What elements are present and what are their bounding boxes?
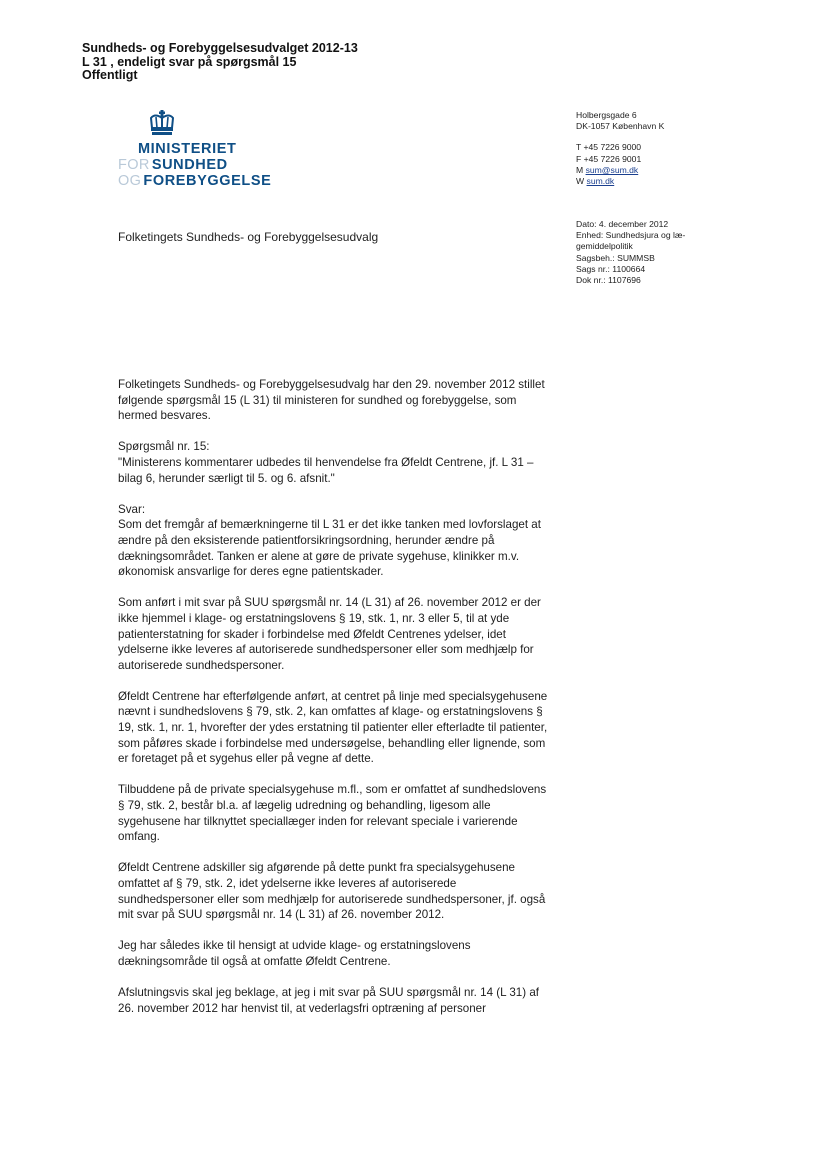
email-link[interactable]: sum@sum.dk — [585, 164, 639, 175]
address-email-row — [576, 165, 664, 176]
crown-icon — [148, 110, 176, 136]
committee-title: Sundheds- og Forebyggelsesudvalget 2012-13 — [82, 41, 358, 55]
document-header — [82, 42, 358, 83]
logo-prefix-og: OG — [118, 173, 142, 189]
meta-unit-line1: Enhed: Sundhedsjura og læ- — [576, 230, 686, 241]
answer-block — [118, 502, 548, 580]
document-meta — [576, 219, 716, 286]
address-city: DK-1057 København K — [576, 121, 665, 132]
logo-line-ministeriet — [138, 141, 236, 157]
question-text: "Ministerens kommentarer udbedes til henvendelse fra Øfeldt Centrene, jf. L 31 – bilag 6, herunder særligt til 5. og 6. afsnit." — [118, 455, 534, 485]
email-prefix: M — [576, 164, 584, 175]
meta-case-handler: Sagsbeh.: SUMMSB — [576, 252, 655, 263]
answer-paragraph-3: Øfeldt Centrene har efterfølgende anført, at centret på linje med specialsygehusene nævnt i sundhedslovens § 79, stk. 2, kan omfattes af klage- og erstatningslovens § 19, stk. 1, nr. 1, hvorefter der ydes erstatning til patienter eller efterladte til patienter, som påføres skade i forbindelse med undersøgelse, behandling eller lignende, som er foretaget på et sygehus eller på vegne af dette. — [118, 689, 548, 766]
address-street: Holbergsgade 6 — [576, 110, 637, 120]
answer-paragraph-4: Tilbuddene på de private specialsygehuse m.fl., som er omfattet af sundhedslovens § 79, stk. 2, består bl.a. af lægelig udredning og behandling, ligesom alle sygehusene har tilknyttet speciallæger inden for relevant speciale i varierende omfang. — [118, 783, 547, 844]
letter-body — [118, 377, 548, 1032]
sender-address — [576, 110, 664, 187]
web-prefix: W — [576, 176, 585, 187]
answer-paragraph-1: Som det fremgår af bemærkningerne til L 31 er det ikke tanken med lovforslaget at ændre på den eksisterende patientforsikringsordning, herunder ændre på dækningsområdet. Tanken er alene at gøre de private sygehuse, klinikker m.v. økonomisk ansvarlige for deres egne patientskader. — [118, 518, 541, 579]
answer-heading: Svar: — [118, 502, 146, 516]
logo-word-sundhed: SUNDHED — [151, 157, 228, 173]
meta-unit-line2: gemiddelpolitik — [576, 241, 633, 252]
logo-word-ministeriet: MINISTERIET — [138, 141, 237, 157]
logo-line-forebyggelse — [118, 173, 271, 189]
address-web-row — [576, 176, 664, 187]
intro-paragraph: Folketingets Sundheds- og Forebyggelsesudvalg har den 29. november 2012 stillet følgende spørgsmål 15 (L 31) til ministeren for sundhed og forebyggelse, som hermed besvares. — [118, 378, 545, 423]
public-label: Offentligt — [82, 68, 138, 82]
answer-paragraph-6: Jeg har således ikke til hensigt at udvide klage- og erstatningslovens dækningsområde til også at omfatte Øfeldt Centrene. — [118, 939, 471, 968]
answer-paragraph-7: Afslutningsvis skal jeg beklage, at jeg i mit svar på SUU spørgsmål nr. 14 (L 31) af 26. november 2012 har henvist til, at vederlagsfri optræning af personer — [118, 986, 539, 1015]
address-fax: F +45 7226 9001 — [576, 153, 642, 164]
meta-date: Dato: 4. december 2012 — [576, 219, 669, 229]
logo-prefix-for: FOR — [118, 157, 150, 173]
question-heading: Spørgsmål nr. 15: — [118, 440, 210, 454]
logo-word-forebyggelse: FOREBYGGELSE — [143, 173, 272, 189]
ministry-logo — [90, 110, 290, 190]
answer-paragraph-5: Øfeldt Centrene adskiller sig afgørende på dette punkt fra specialsygehusene omfattet af § 79, stk. 2, idet ydelserne ikke leveres af autoriserede sundhedspersoner eller som medhjælp for autoriserede sundhedspersoner, jf. også mit svar på SUU spørgsmål nr. 14 (L 31) af 26. november 2012. — [118, 861, 546, 922]
web-link[interactable]: sum.dk — [586, 176, 615, 187]
meta-case-no: Sags nr.: 1100664 — [576, 263, 646, 274]
address-phone: T +45 7226 9000 — [576, 142, 642, 153]
recipient: Folketingets Sundheds- og Forebyggelsesudvalg — [118, 230, 379, 244]
logo-line-sundhed — [118, 157, 228, 173]
meta-doc-no: Dok nr.: 1107696 — [576, 275, 641, 286]
bill-reference: L 31 , endeligt svar på spørgsmål 15 — [82, 54, 297, 69]
answer-paragraph-2: Som anført i mit svar på SUU spørgsmål nr. 14 (L 31) af 26. november 2012 er der ikke hjemmel i klage- og erstatningslovens § 19, stk. 1, nr. 3 eller 5, til at yde patienterstatning for skader i forbindelse med Øfeldt Centrenes ydelser, idet ydelserne ikke leveres af autoriserede sundhedspersoner eller som medhjælp for autoriserede sundhedspersoner. — [118, 596, 541, 672]
question-block — [118, 439, 548, 486]
